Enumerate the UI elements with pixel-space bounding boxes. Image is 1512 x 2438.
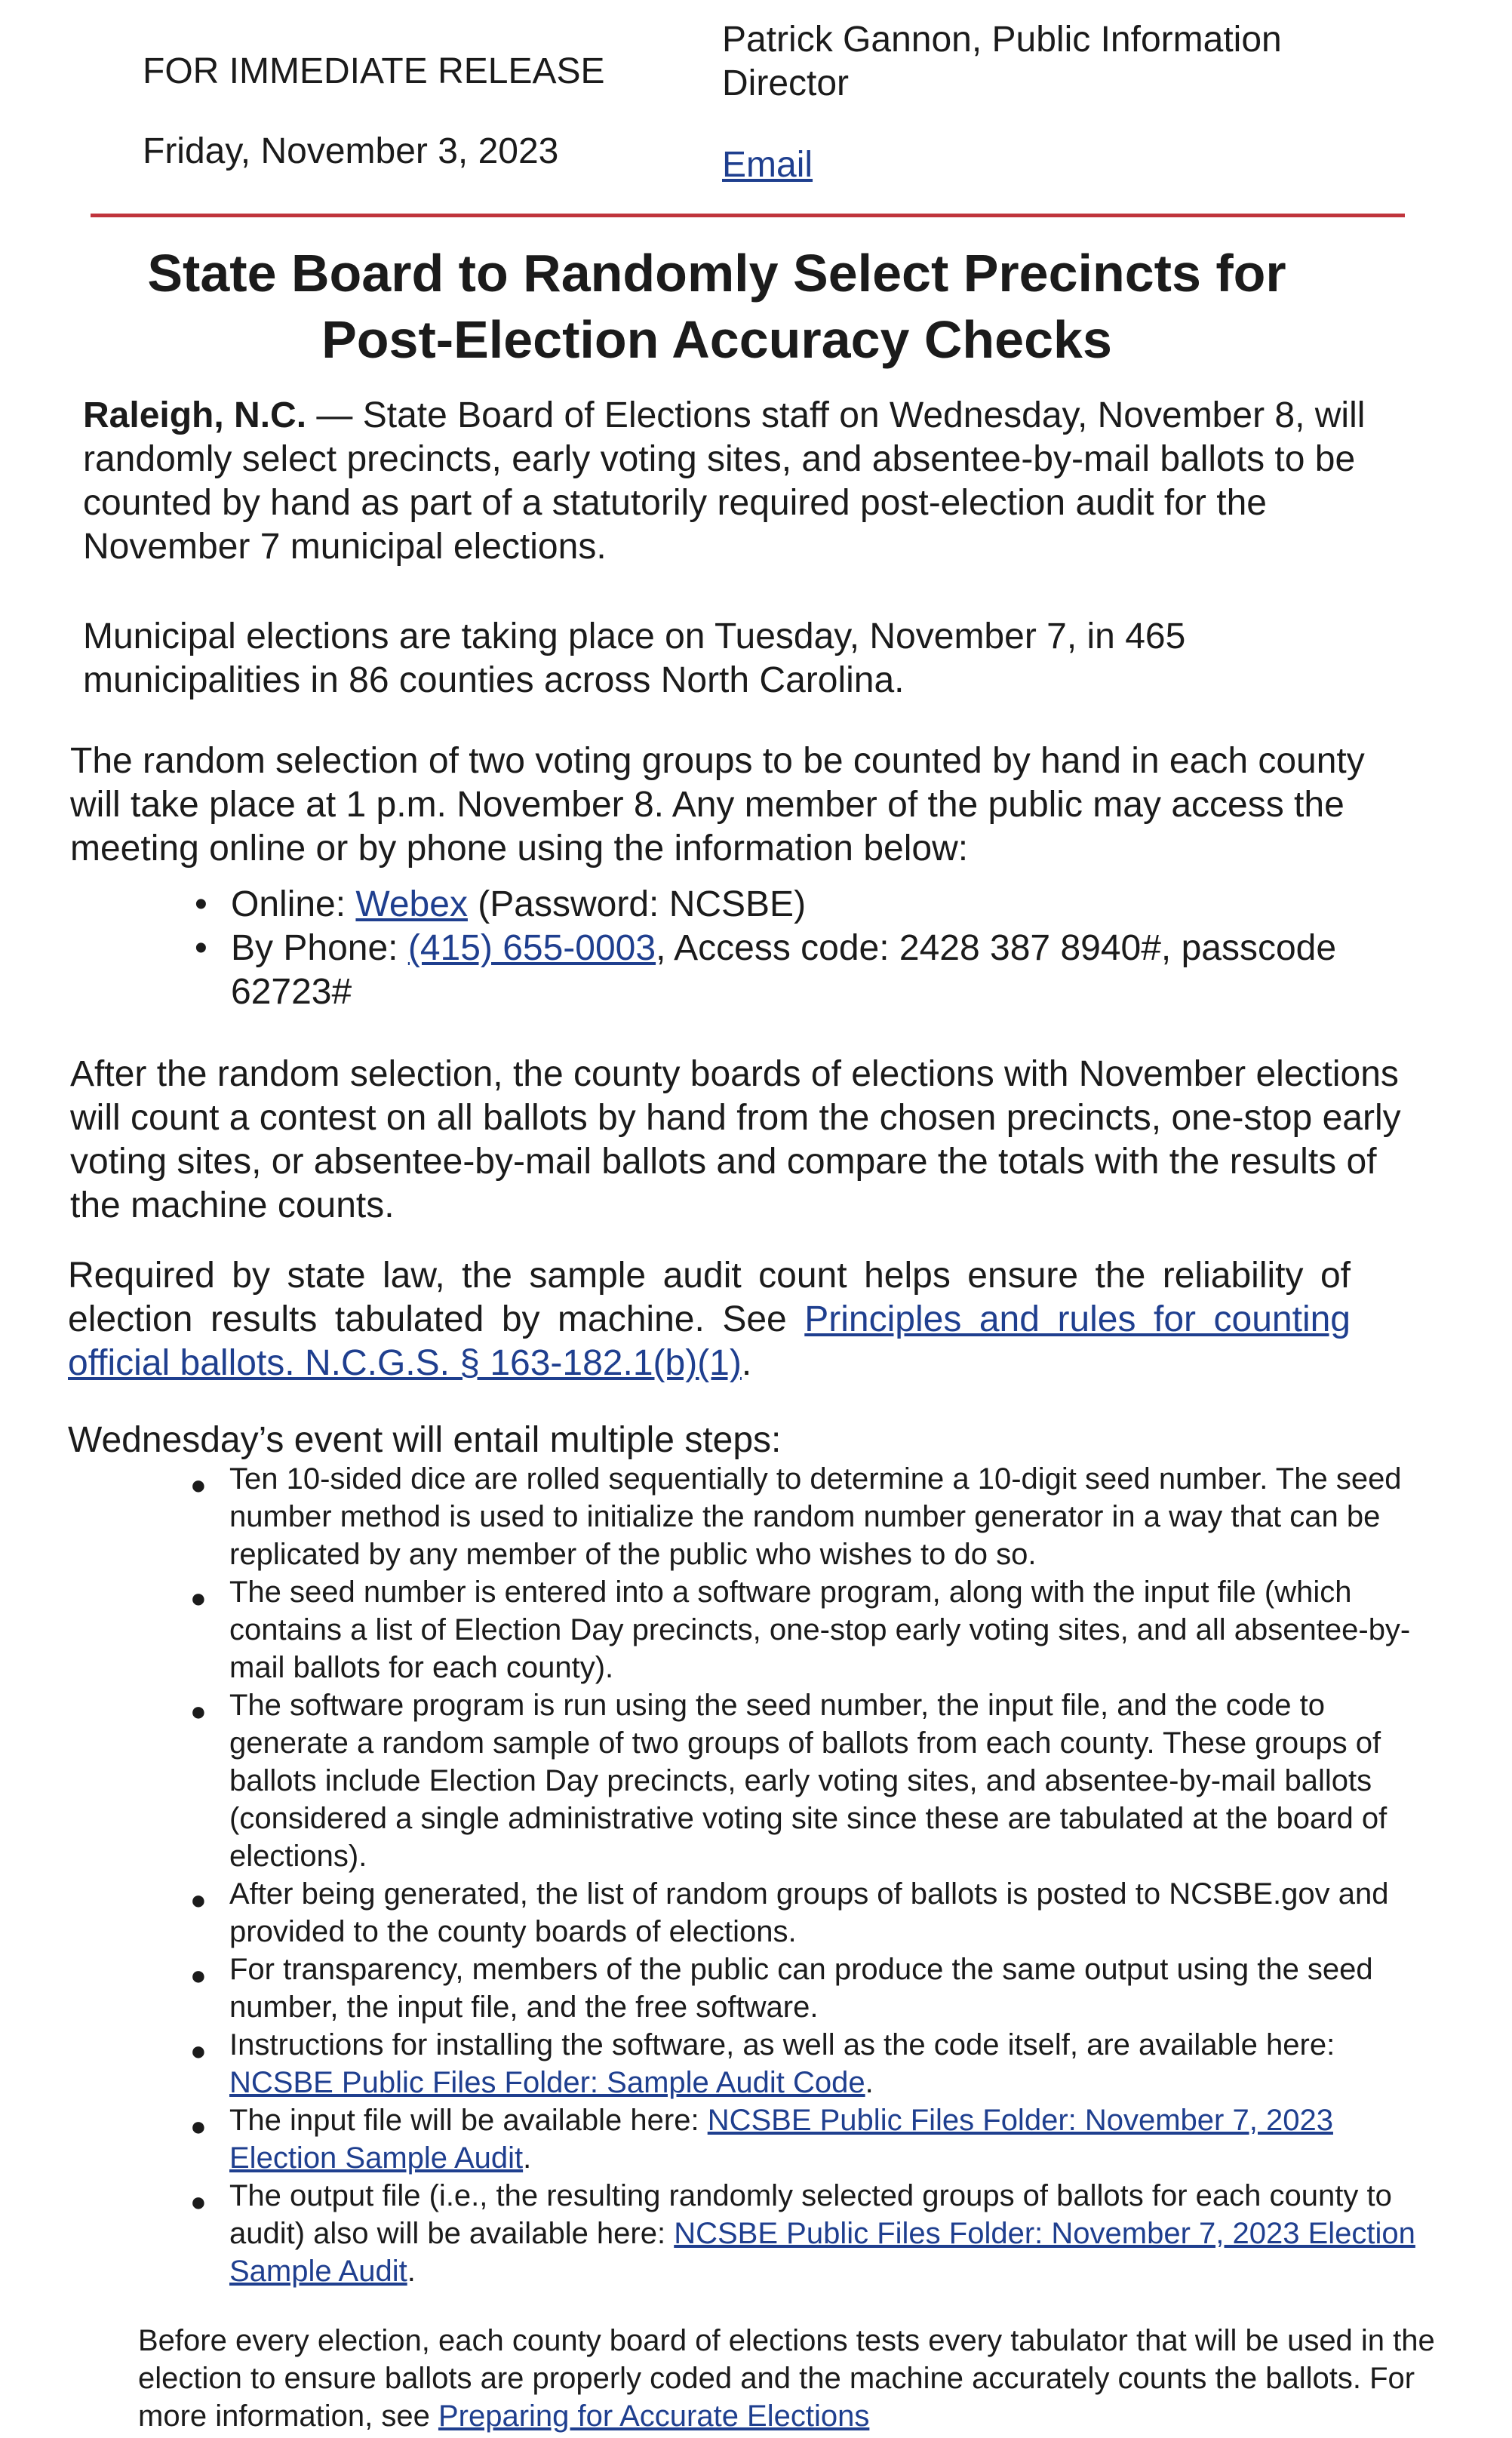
testing-paragraph: Before every election, each county board of elections tests every tabulator that will be used in the election to ensure ballots are properly coded and the machine accurately counts the ballots. For more information, see Preparing for Accurate Elections xyxy=(138,2324,1435,2433)
contact-title: Director xyxy=(722,63,850,103)
step-link[interactable]: NCSBE Public Files Folder: November 7, 2023 Election Sample Audit xyxy=(229,2104,1333,2175)
contact-name: Patrick Gannon, Public Information xyxy=(722,20,1282,60)
preparing-link[interactable]: Preparing for Accurate Elections xyxy=(438,2400,870,2433)
step-link[interactable]: NCSBE Public Files Folder: November 7, 2023 Election Sample Audit xyxy=(229,2217,1415,2288)
bullet-icon: ● xyxy=(190,1582,207,1613)
statute-link[interactable]: Principles and rules for counting official ballots. N.C.G.S. § 163-182.1(b)(1) xyxy=(68,1299,1351,1383)
release-date: Friday, November 3, 2023 xyxy=(143,131,559,171)
title-line-2: Post-Election Accuracy Checks xyxy=(321,310,1112,369)
bullet-icon: ● xyxy=(190,1960,207,1991)
law-paragraph: Required by state law, the sample audit count helps ensure the reliability of election results tabulated by machine. See Principles and rules for counting official ballots. N.C.G.S. § 163-182.1(b)(1). xyxy=(68,1256,1351,1383)
step-item: ● After being generated, the list of random groups of ballots is posted to NCSBE.gov and provided to the county boards of elections. xyxy=(190,1877,1389,1948)
bullet-icon: • xyxy=(195,884,207,924)
bullet-icon: • xyxy=(195,928,207,968)
dateline: Raleigh, N.C. xyxy=(83,395,307,435)
bullet-icon: ● xyxy=(190,2111,207,2141)
step-item: ● The output file (i.e., the resulting randomly selected groups of ballots for each county to audit) also will be available here: NCSBE Public Files Folder: November 7, 2023 Election Sample Audit. xyxy=(190,2179,1415,2288)
release-label: FOR IMMEDIATE RELEASE xyxy=(143,51,605,91)
intro-paragraph xyxy=(83,394,1411,569)
page-title xyxy=(45,240,1388,373)
intro-text: — State Board of Elections staff on Wednesday, November 8, will randomly select precincts, early voting sites, and absentee-by-mail ballots to be counted by hand as part of a statutorily required post-election audit for the November 7 municipal elections. xyxy=(83,395,1366,567)
step-item: ● Ten 10-sided dice are rolled sequentially to determine a 10-digit seed number. The seed number method is used to initialize the random number generator in a way that can be replicated by any member of the public who wishes to do so. xyxy=(190,1462,1402,1571)
bullet-icon: ● xyxy=(190,1469,207,1500)
access-list xyxy=(195,883,1408,1014)
step-link[interactable]: NCSBE Public Files Folder: Sample Audit Code xyxy=(229,2066,865,2099)
email-link[interactable]: Email xyxy=(722,145,813,185)
header-divider xyxy=(91,214,1405,217)
title-line-1: State Board to Randomly Select Precincts for xyxy=(147,244,1286,303)
bullet-icon: ● xyxy=(190,2035,207,2066)
step-item: ● For transparency, members of the public can produce the same output using the seed number, the input file, and the free software. xyxy=(190,1953,1373,2024)
bullet-icon: ● xyxy=(190,1696,207,1726)
webex-link[interactable]: Webex xyxy=(355,884,468,924)
step-item: ● The seed number is entered into a software program, along with the input file (which contains a list of Election Day precincts, one-stop early voting sites, and all absentee-by-mail ballots for each county). xyxy=(190,1576,1411,1684)
steps-list xyxy=(190,1460,1421,2290)
bullet-icon: ● xyxy=(190,1884,207,1915)
step-item: ● Instructions for installing the software, as well as the code itself, are available here: NCSBE Public Files Folder: Sample Audit Code. xyxy=(190,2028,1335,2099)
bullet-icon: ● xyxy=(190,2186,207,2217)
list-item: • Online: Webex (Password: NCSBE) xyxy=(231,883,1408,927)
count-paragraph: After the random selection, the county boards of elections with November elections will count a contest on all ballots by hand from the chosen precincts, one-stop early voting sites, or absentee-by-mail ballots and compare the totals with the results of the machine counts. xyxy=(70,1054,1401,1225)
contact-block xyxy=(722,18,1401,106)
phone-link[interactable]: (415) 655-0003 xyxy=(407,928,656,968)
list-item: • By Phone: (415) 655-0003, Access code: 2428 387 8940#, passcode 62723# xyxy=(195,928,1337,1012)
selection-paragraph: The random selection of two voting groups to be counted by hand in each county will take place at 1 p.m. November 8. Any member of the public may access the meeting online or by phone using the information below: xyxy=(70,741,1365,869)
step-item: ● The software program is run using the seed number, the input file, and the code to generate a random sample of two groups of ballots from each county. These groups of ballots include Election Day precincts, early voting sites, and absentee-by-mail ballots (considered a single administrative voting site since these are tabulated at the board of elections). xyxy=(190,1689,1388,1873)
step-item: ● The input file will be available here: NCSBE Public Files Folder: November 7, 2023 Election Sample Audit. xyxy=(190,2104,1333,2175)
municipal-paragraph: Municipal elections are taking place on Tuesday, November 7, in 465 municipalities in 86 counties across North Carolina. xyxy=(83,616,1186,700)
steps-intro: Wednesday’s event will entail multiple steps: xyxy=(68,1420,782,1460)
